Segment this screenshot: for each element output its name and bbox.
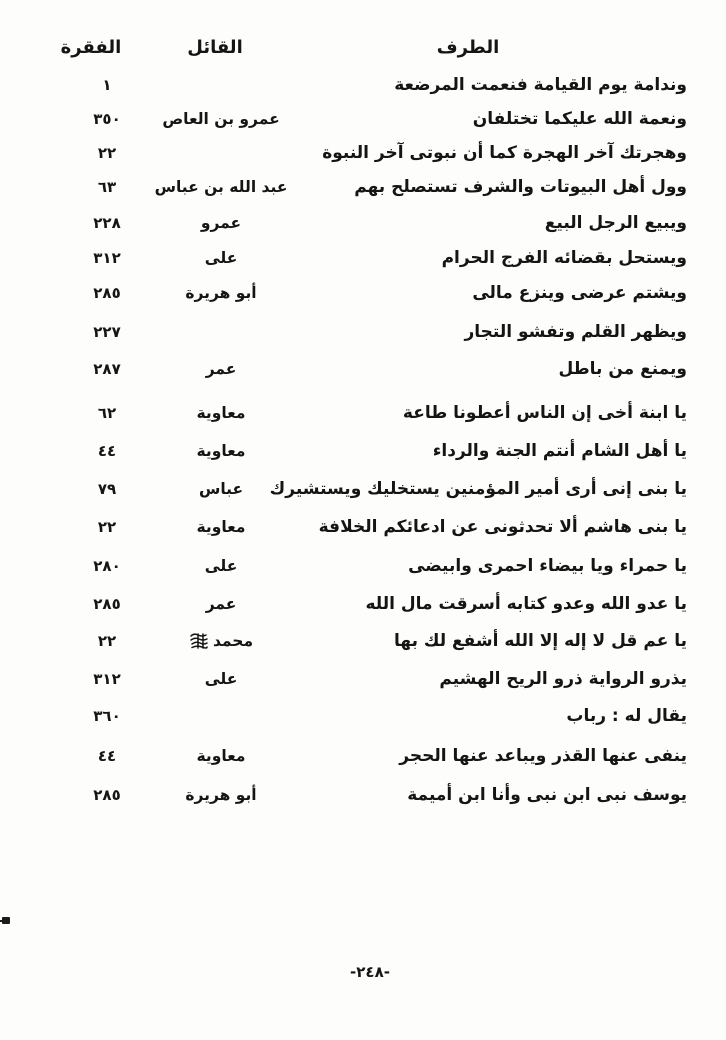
phrase-text: يا أهل الشام أنتم الجنة والرداء [432, 441, 687, 461]
speaker-name: عبد الله بن عباس [154, 178, 288, 196]
phrase-text: يا عم قل لا إله إلا الله أشفع لك بها [393, 631, 687, 651]
phrase-text: وندامة يوم القيامة فنعمت المرضعة [394, 75, 687, 95]
phrase-text: يوسف نبى ابن نبى وأنا ابن أميمة [407, 785, 687, 805]
paragraph-number: ٢٨٥ [93, 786, 121, 804]
page-number: -٢٤٨- [350, 963, 390, 981]
paragraph-number: ٢٢٨ [93, 214, 121, 232]
speaker-name: أبو هريرة [185, 786, 257, 804]
table-row [0, 351, 726, 387]
paragraph-number: ٢٢ [97, 632, 117, 650]
paragraph-number: ٣١٢ [93, 249, 121, 267]
paragraph-number: ٢٢٧ [93, 323, 121, 341]
phrase-text: ويمنع من باطل [558, 359, 687, 379]
paragraph-number: ٢٨٧ [93, 360, 121, 378]
speaker-name: عمرو بن العاص [162, 110, 280, 128]
phrase-text: ويبيع الرجل البيع [544, 213, 687, 233]
speaker-name [140, 135, 302, 171]
speaker-name: معاوية [196, 747, 246, 765]
paragraph-number: ٦٣ [97, 178, 117, 196]
phrase-text: ونعمة الله عليكما تختلفان [472, 109, 687, 129]
table-row [0, 275, 726, 311]
paragraph-number: ٧٩ [97, 480, 117, 498]
pbuh-calligraphy-icon [189, 632, 209, 650]
column-header-speaker: القائل [187, 37, 243, 58]
table-row [0, 67, 726, 103]
speaker-name: أبو هريرة [185, 284, 257, 302]
phrase-text: ويظهر القلم وتفشو التجار [464, 322, 687, 342]
phrase-text: وول أهل البيوتات والشرف تستصلح بهم [354, 177, 687, 197]
table-row [0, 395, 726, 431]
speaker-name: معاوية [196, 442, 246, 460]
paragraph-number: ٤٤ [97, 747, 117, 765]
column-header-phrase: الطرف [436, 37, 500, 58]
table-row [0, 471, 726, 507]
table-row [0, 135, 726, 171]
paragraph-number: ٢٢ [97, 144, 117, 162]
speaker-name: عمر [205, 360, 237, 378]
phrase-text: يا بنى هاشم ألا تحدثونى عن ادعائكم الخلافة [318, 517, 687, 537]
phrase-text: يا بنى إنى أرى أمير المؤمنين يستخليك ويستشيرك [269, 479, 687, 499]
table-row [0, 586, 726, 622]
phrase-text: وهجرتك آخر الهجرة كما أن نبوتى آخر النبوة [322, 143, 687, 163]
speaker-name: عمرو [200, 214, 242, 232]
speaker-name: عمر [205, 595, 237, 613]
paragraph-number: ٢٨٥ [93, 595, 121, 613]
paragraph-number: ٢٢ [97, 518, 117, 536]
speaker-name-text: محمد [212, 632, 254, 650]
speaker-name [140, 67, 302, 103]
phrase-text: ويستحل بقضائه الفرج الحرام [441, 248, 687, 268]
phrase-text: ويشتم عرضى وينزع مالى [472, 283, 687, 303]
table-row [0, 205, 726, 241]
table-row [0, 101, 726, 137]
paragraph-number: ٢٨٠ [93, 557, 121, 575]
table-row [0, 314, 726, 350]
paragraph-number: ٦٢ [97, 404, 117, 422]
phrase-text: يا حمراء ويا بيضاء احمرى وابيضى [408, 556, 687, 576]
table-row [0, 433, 726, 469]
paragraph-number: ٣٦٠ [93, 707, 121, 725]
table-row [0, 777, 726, 813]
speaker-name: على [204, 557, 238, 575]
table-row [0, 661, 726, 697]
phrase-text: ينفى عنها القذر ويباعد عنها الحجر [399, 746, 687, 766]
speaker-name: معاوية [196, 518, 246, 536]
table-row [0, 509, 726, 545]
paragraph-number: ٣٥٠ [93, 110, 121, 128]
table-row [0, 548, 726, 584]
speaker-name: معاوية [196, 404, 246, 422]
speaker-name [140, 698, 302, 734]
speaker-name: على [204, 670, 238, 688]
speaker-name [140, 314, 302, 350]
scan-artifact [2, 917, 10, 924]
paragraph-number: ٢٨٥ [93, 284, 121, 302]
phrase-text: يا عدو الله وعدو كتابه أسرقت مال الله [365, 594, 687, 614]
column-header-paragraph: الفقرة [60, 37, 122, 58]
phrase-text: يقال له : رباب [566, 706, 687, 726]
table-row [0, 738, 726, 774]
speaker-name: عباس [198, 480, 244, 498]
phrase-text: يذرو الرواية ذرو الريح الهشيم [439, 669, 687, 689]
speaker-name [140, 623, 302, 659]
table-row [0, 623, 726, 659]
speaker-name: على [204, 249, 238, 267]
table-row [0, 240, 726, 276]
phrase-text: يا ابنة أخى إن الناس أعطونا طاعة [402, 403, 687, 423]
paragraph-number: ٤٤ [97, 442, 117, 460]
paragraph-number: ٣١٢ [93, 670, 121, 688]
table-row [0, 698, 726, 734]
paragraph-number: ١ [102, 76, 112, 94]
table-row [0, 169, 726, 205]
